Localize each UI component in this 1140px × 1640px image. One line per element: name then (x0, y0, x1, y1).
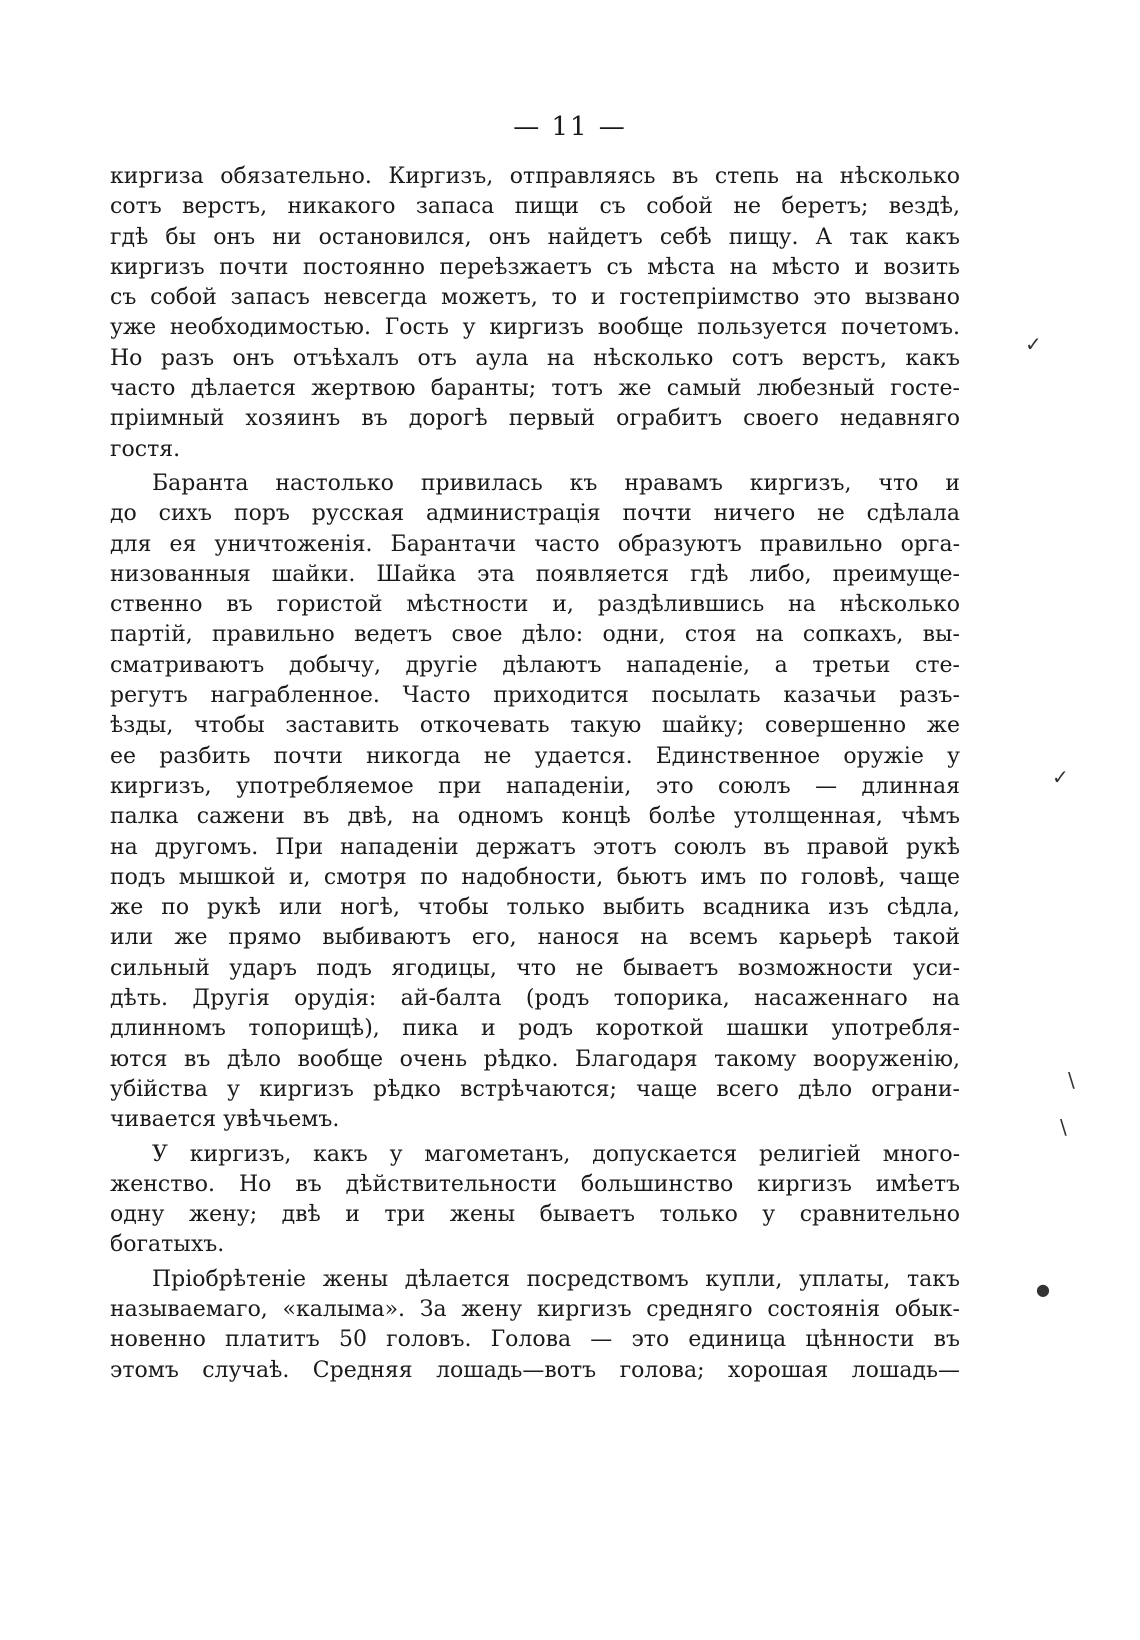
text-line: ются въ дѣло вообще очень рѣдко. Благодаря такому вооруженію, (110, 1046, 960, 1072)
text-line: женство. Но въ дѣйствительности большинство киргизъ имѣетъ (110, 1171, 960, 1197)
body-text (110, 162, 960, 1386)
text-line: часто дѣлается жертвою баранты; тотъ же самый любезный госте- (110, 376, 960, 402)
text-line: чивается увѣчьемъ. (110, 1107, 340, 1133)
margin-stroke-mark: \ (1068, 1068, 1075, 1092)
text-line: ственно въ гористой мѣстности и, раздѣлившись на нѣсколько (110, 592, 960, 618)
text-line: У киргизъ, какъ у магометанъ, допускается религіей много- (152, 1141, 960, 1167)
text-line: же по рукѣ или ногѣ, чтобы только выбить всадника изъ сѣдла, (110, 895, 960, 921)
text-line: палка сажени въ двѣ, на одномъ концѣ болѣе утолщенная, чѣмъ (110, 804, 960, 830)
text-line: для ея уничтоженія. Барантачи часто образуютъ правильно орга- (110, 531, 960, 557)
text-line: ѣзды, чтобы заставить откочевать такую шайку; совершенно же (110, 713, 960, 739)
text-line: длинномъ топорищѣ), пика и родъ короткой шашки употребля- (110, 1016, 960, 1042)
text-line: Но разъ онъ отъѣхалъ отъ аула на нѣсколько сотъ верстъ, какъ (110, 345, 960, 371)
paragraph (110, 1140, 960, 1261)
paragraph (110, 469, 960, 1136)
margin-dot-mark: ● (1036, 1280, 1050, 1299)
text-line: или же прямо выбиваютъ его, нанося на всемъ карьерѣ такой (110, 925, 960, 951)
text-line: называемаго, «калыма». За жену киргизъ средняго состоянія обык- (110, 1296, 960, 1322)
text-line: пріимный хозяинъ въ дорогѣ первый ограбитъ своего недавняго (110, 406, 960, 432)
text-line: низованныя шайки. Шайка эта появляется гдѣ либо, преимуще- (110, 561, 960, 587)
paragraph (110, 1265, 960, 1386)
text-line: уже необходимостью. Гость у киргизъ вообще пользуется почетомъ. (110, 315, 960, 341)
text-line: богатыхъ. (110, 1232, 225, 1258)
text-line: гдѣ бы онъ ни остановился, онъ найдетъ себѣ пищу. А так какъ (110, 224, 960, 250)
text-line: киргизъ почти постоянно переѣзжаетъ съ мѣста на мѣсто и возить (110, 254, 960, 280)
page-number: — 11 — (513, 112, 627, 142)
text-line: съ собой запасъ невсегда можетъ, то и гостепріимство это вызвано (110, 285, 960, 311)
text-line: партій, правильно ведетъ свое дѣло: одни, стоя на сопкахъ, вы- (110, 622, 960, 648)
text-line: дѣть. Другія орудія: ай-балта (родъ топорика, насаженнаго на (110, 986, 960, 1012)
text-line: Пріобрѣтеніе жены дѣлается посредствомъ купли, уплаты, такъ (152, 1266, 960, 1292)
text-line: сотъ верстъ, никакого запаса пищи съ собой не беретъ; вездѣ, (110, 194, 960, 220)
text-line: Баранта настолько привилась къ нравамъ киргизъ, что и (152, 470, 960, 496)
text-line: до сихъ поръ русская администрація почти ничего не сдѣлала (110, 501, 960, 527)
margin-tick-mark: ✓ (1025, 332, 1042, 356)
text-line: на другомъ. При нападеніи держатъ этотъ союлъ въ правой рукѣ (110, 834, 960, 860)
text-line: новенно платитъ 50 головъ. Голова — это единица цѣнности въ (110, 1327, 960, 1353)
text-line: одну жену; двѣ и три жены бываетъ только у сравнительно (110, 1202, 960, 1228)
text-line: убійства у киргизъ рѣдко встрѣчаются; чаще всего дѣло ограни- (110, 1076, 960, 1102)
text-line: регутъ награбленное. Часто приходится посылать казачьи разъ- (110, 683, 960, 709)
text-line: киргиза обязательно. Киргизъ, отправляясь въ степь на нѣсколько (110, 164, 960, 189)
margin-stroke-mark: \ (1060, 1115, 1067, 1139)
text-line: ее разбить почти никогда не удается. Единственное оружіе у (110, 743, 960, 769)
text-line: этомъ случаѣ. Средняя лошадь—вотъ голова; хорошая лошадь— (110, 1357, 960, 1383)
text-line: сильный ударъ подъ ягодицы, что не бываетъ возможности уси- (110, 955, 960, 981)
text-line: киргизъ, употребляемое при нападеніи, это союлъ — длинная (110, 773, 960, 799)
text-line: подъ мышкой и, смотря по надобности, бьютъ имъ по головѣ, чаще (110, 864, 960, 890)
text-line: гостя. (110, 436, 181, 462)
paragraph (110, 162, 960, 465)
text-line: сматриваютъ добычу, другіе дѣлаютъ нападеніе, а третьи сте- (110, 652, 960, 678)
margin-tick-mark: ✓ (1052, 765, 1069, 789)
